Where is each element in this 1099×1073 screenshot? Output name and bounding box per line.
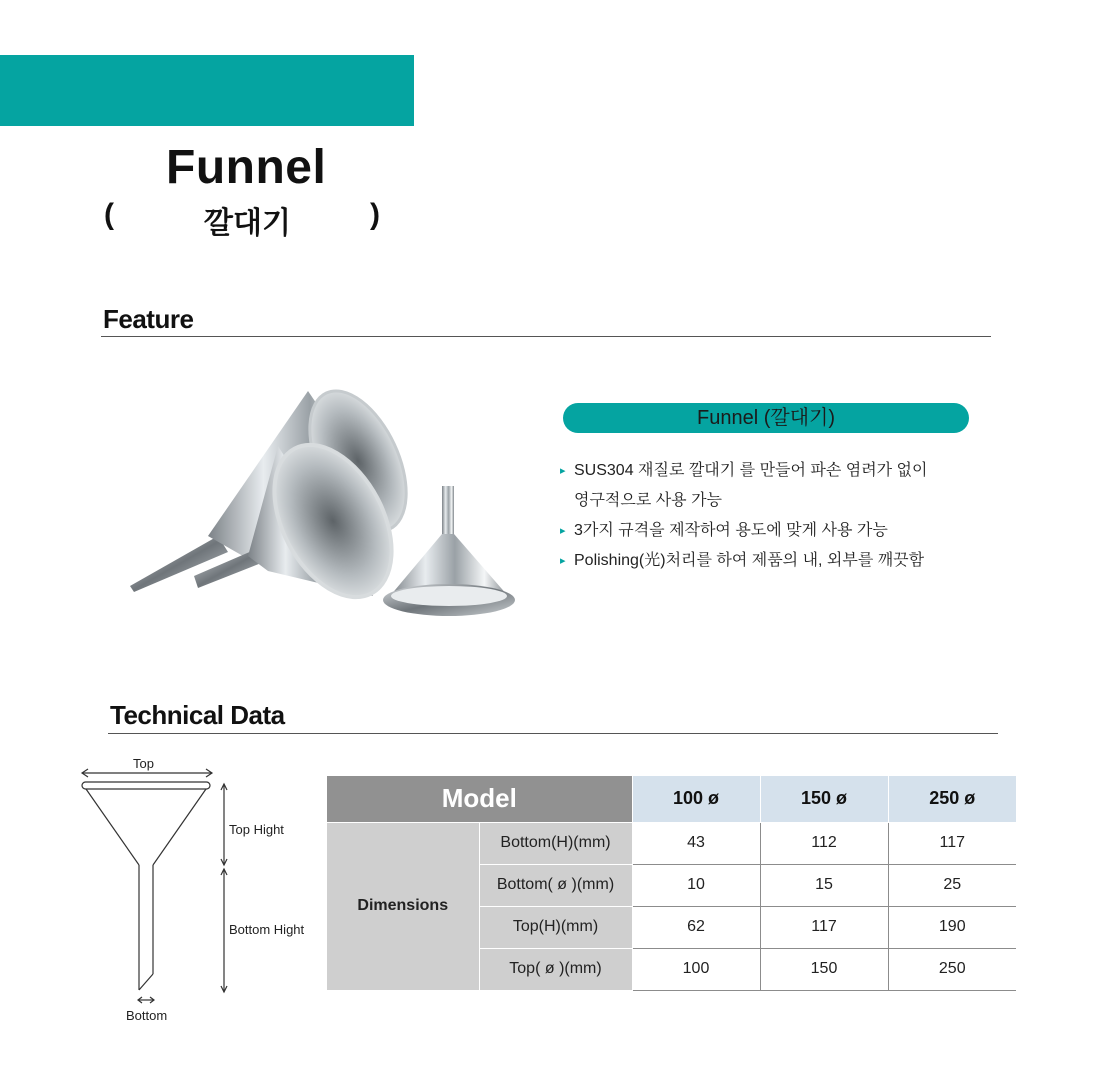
- value-cell: 112: [760, 822, 888, 864]
- value-cell: 117: [760, 906, 888, 948]
- product-name-pill: Funnel (깔대기): [563, 403, 969, 433]
- feature-bullet: ▸ SUS304 재질로 깔대기 를 만들어 파손 염려가 없이: [560, 456, 1000, 486]
- feature-divider: [101, 336, 991, 337]
- size-header: 100 ø: [632, 776, 760, 822]
- value-cell: 15: [760, 864, 888, 906]
- funnel-outline-drawing: [72, 752, 322, 1032]
- value-cell: 10: [632, 864, 760, 906]
- header-accent-bar: [0, 55, 414, 126]
- param-label: Top( ø )(mm): [479, 948, 632, 990]
- value-cell: 43: [632, 822, 760, 864]
- funnel-dimension-diagram: [72, 752, 322, 1032]
- feature-bullet: ▸ 3가지 규격을 제작하여 용도에 맞게 사용 가능: [560, 516, 1000, 546]
- feature-bullet: ▸ Polishing(光)처리를 하여 제품의 내, 외부를 깨끗함: [560, 546, 1000, 576]
- size-header: 250 ø: [888, 776, 1016, 822]
- subtitle-close-paren: ): [370, 198, 380, 231]
- feature-heading: Feature: [103, 304, 194, 334]
- value-cell: 100: [632, 948, 760, 990]
- diagram-label-bottom: Bottom: [126, 1008, 168, 1023]
- page-title: Funnel: [166, 141, 327, 194]
- size-header: 150 ø: [760, 776, 888, 822]
- dimensions-group-label: Dimensions: [327, 822, 479, 990]
- value-cell: 150: [760, 948, 888, 990]
- value-cell: 62: [632, 906, 760, 948]
- param-label: Top(H)(mm): [479, 906, 632, 948]
- subtitle-open-paren: (: [104, 198, 114, 231]
- table-row: [327, 822, 1016, 864]
- model-header: Model: [327, 776, 632, 822]
- subtitle-korean: 깔대기: [204, 207, 291, 240]
- technical-divider: [108, 733, 998, 734]
- feature-bullet-continuation: 영구적으로 사용 가능: [574, 492, 722, 509]
- spec-header-row: [327, 776, 1016, 822]
- technical-heading: Technical Data: [110, 700, 285, 730]
- feature-list: [560, 456, 1000, 576]
- param-label: Bottom(H)(mm): [479, 822, 632, 864]
- param-label: Bottom( ø )(mm): [479, 864, 632, 906]
- diagram-label-top-height: Top Hight: [229, 822, 284, 837]
- value-cell: 250: [888, 948, 1016, 990]
- page-subtitle: [104, 198, 394, 238]
- diagram-label-bottom-height: Bottom Hight: [229, 922, 305, 937]
- funnel-product-photo: [128, 386, 523, 626]
- value-cell: 190: [888, 906, 1016, 948]
- value-cell: 25: [888, 864, 1016, 906]
- value-cell: 117: [888, 822, 1016, 864]
- diagram-label-top: Top: [133, 756, 154, 771]
- spec-table: [327, 776, 1016, 991]
